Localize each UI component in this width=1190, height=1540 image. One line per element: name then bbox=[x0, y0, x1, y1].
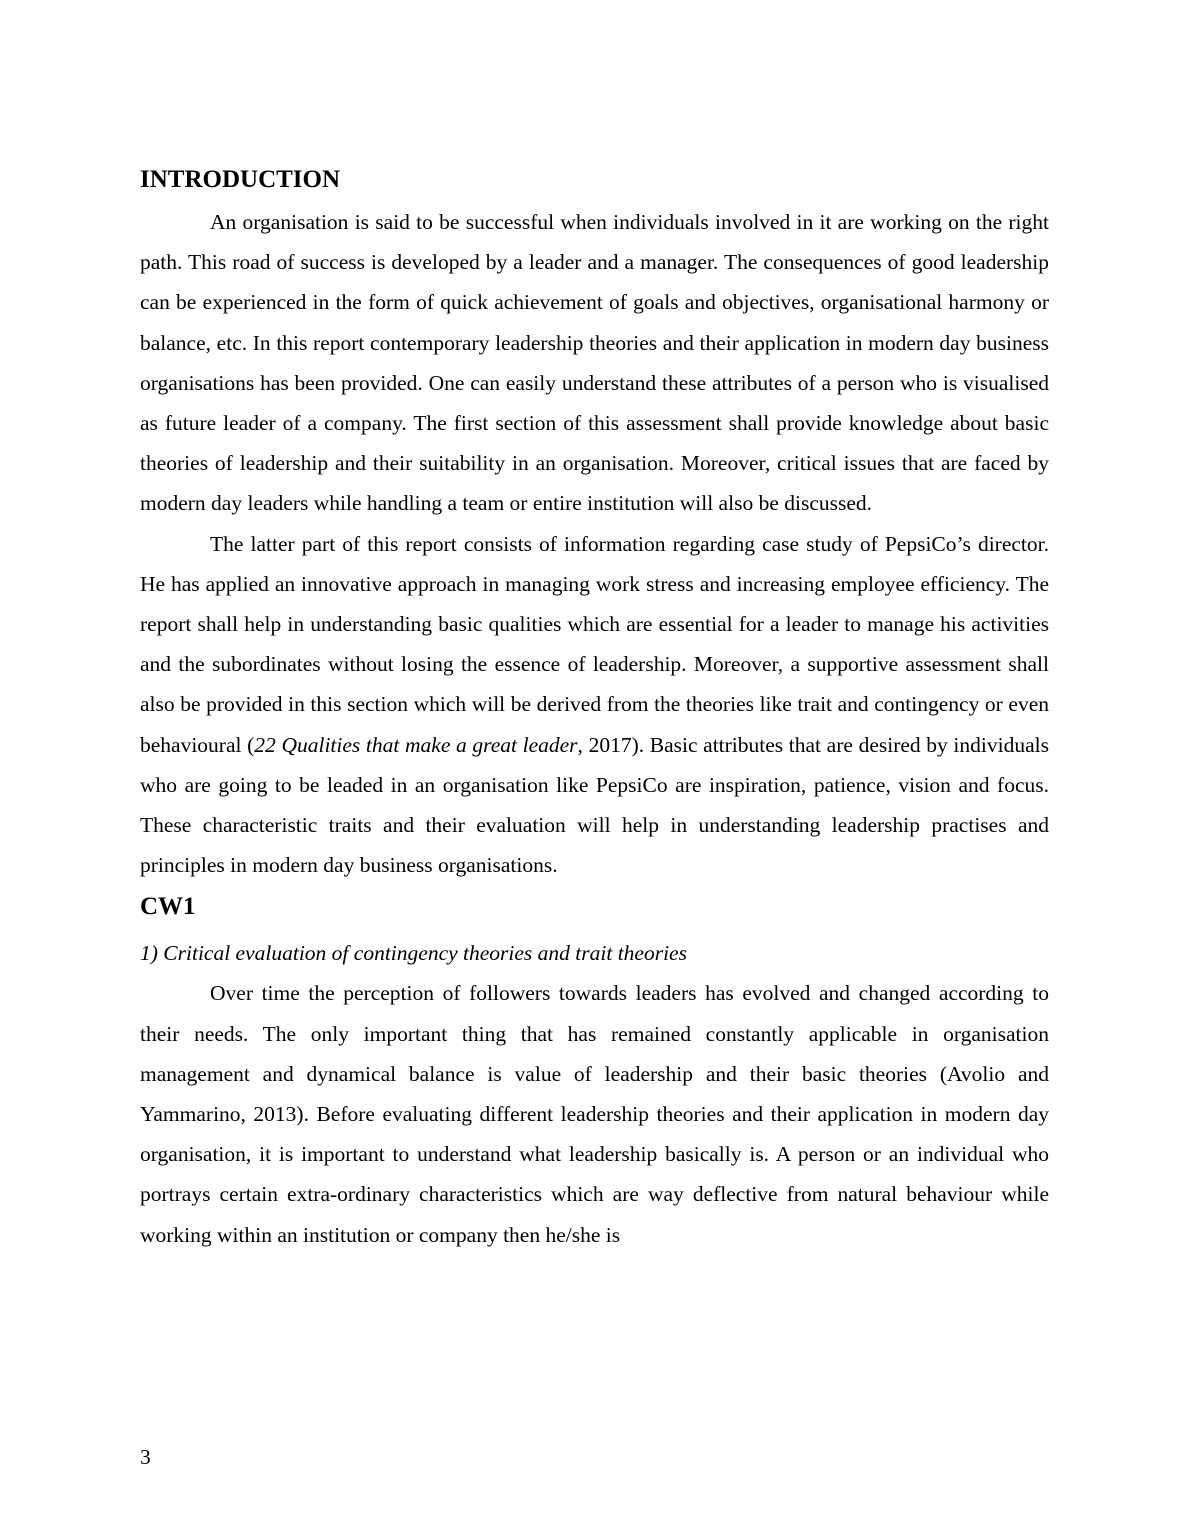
page-number: 3 bbox=[140, 1445, 151, 1469]
page-content bbox=[140, 158, 1049, 1255]
section-1-subheading: 1) Critical evaluation of contingency theories and trait theories bbox=[140, 941, 687, 966]
citation-title: 22 Qualities that make a great leader bbox=[254, 732, 578, 757]
introduction-paragraph-2-text-a: The latter part of this report consists of information regarding case study of PepsiCo’s director. He has applied an innovative approach in managing work stress and increasing employee efficiency. The report shall help in understanding basic qualities which are essential for a leader to manage his activities and the subordinates without losing the essence of leadership. Moreover, a supportive assessment shall also be provided in this section which will be derived from the theories like trait and contingency or even behavioural ( bbox=[140, 531, 1049, 757]
introduction-paragraph-2-text-b: , 2017). Basic attributes that are desired by individuals who are going to be leaded in an organisation like PepsiCo are inspiration, patience, vision and focus. These characteristic traits and their evaluation will help in understanding leadership practises and principles in modern day business organisations. bbox=[140, 732, 1049, 878]
introduction-paragraph-1: An organisation is said to be successful when individuals involved in it are working on the right path. This road of success is developed by a leader and a manager. The consequences of good leadership can be experienced in the form of quick achievement of goals and objectives, organisational harmony or balance, etc. In this report contemporary leadership theories and their application in modern day business organisations has been provided. One can easily understand these attributes of a person who is visualised as future leader of a company. The first section of this assessment shall provide knowledge about basic theories of leadership and their suitability in an organisation. Moreover, critical issues that are faced by modern day leaders while handling a team or entire institution will also be discussed. bbox=[140, 210, 1049, 516]
cw1-heading: CW1 bbox=[140, 893, 196, 921]
introduction-paragraph-2 bbox=[140, 524, 1049, 886]
cw1-paragraph-1: Over time the perception of followers towards leaders has evolved and changed according to their needs. The only important thing that has remained constantly applicable in organisation management and dynamical balance is value of leadership and their basic theories (Avolio and Yammarino, 2013). Before evaluating different leadership theories and their application in modern day organisation, it is important to understand what leadership basically is. A person or an individual who portrays certain extra-ordinary characteristics which are way deflective from natural behaviour while working within an institution or company then he/she is bbox=[140, 981, 1049, 1247]
introduction-heading: INTRODUCTION bbox=[140, 166, 341, 193]
